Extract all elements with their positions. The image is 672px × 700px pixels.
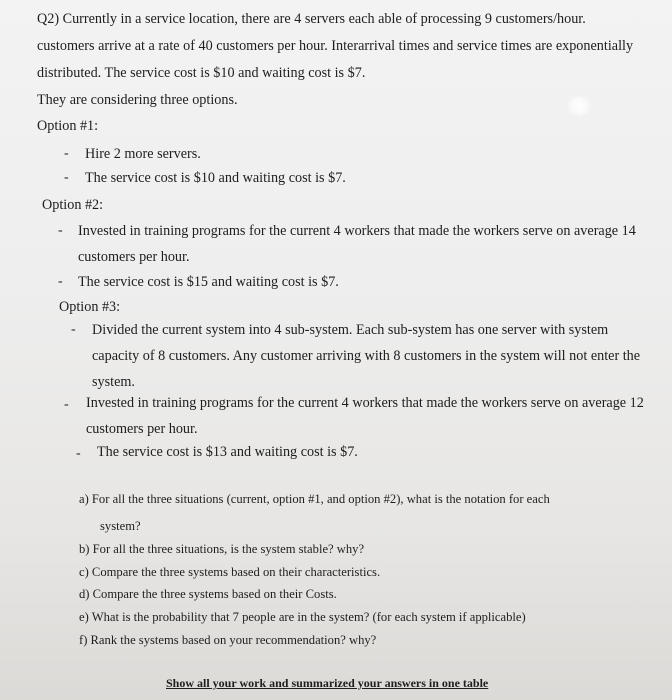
- option3-item-2-line-1: Invested in training programs for the current 4 workers that made the workers serve on average 12: [86, 395, 644, 411]
- option1-title: Option #1:: [37, 118, 99, 134]
- subquestion-e: e) What is the probability that 7 people are in the system? (for each system if applicable): [79, 610, 526, 624]
- option3-item-2-line-2: customers per hour.: [86, 421, 198, 437]
- option1-item-1: Hire 2 more servers.: [85, 146, 201, 162]
- option3-item-1-line-3: system.: [92, 374, 135, 390]
- subquestion-a-line-2: system?: [100, 519, 141, 533]
- question-line-2: customers arrive at a rate of 40 customers per hour. Interarrival times and service times are exponentially: [37, 38, 634, 54]
- option3-title: Option #3:: [59, 299, 121, 315]
- option3-item-1-line-2: capacity of 8 customers. Any customer arriving with 8 customers in the system will not enter the: [92, 348, 641, 364]
- option2-item-2: The service cost is $15 and waiting cost is $7.: [78, 274, 339, 290]
- subquestion-f: f) Rank the systems based on your recommendation? why?: [79, 633, 377, 647]
- option1-item-2: The service cost is $10 and waiting cost is $7.: [85, 170, 346, 186]
- footer-instruction: Show all your work and summarized your answers in one table: [166, 676, 489, 690]
- bullet-dash: -: [58, 274, 63, 289]
- bullet-dash: -: [71, 322, 76, 337]
- option2-item-1-line-1: Invested in training programs for the current 4 workers that made the workers serve on average 14: [78, 223, 636, 239]
- option2-title: Option #2:: [42, 197, 104, 213]
- question-line-3: distributed. The service cost is $10 and waiting cost is $7.: [37, 65, 366, 81]
- bullet-dash: -: [64, 170, 69, 185]
- subquestion-b: b) For all the three situations, is the system stable? why?: [79, 542, 365, 556]
- subquestion-c: c) Compare the three systems based on their characteristics.: [79, 565, 381, 579]
- subquestion-d: d) Compare the three systems based on their Costs.: [79, 587, 337, 601]
- option3-item-1-line-1: Divided the current system into 4 sub-system. Each sub-system has one server with system: [92, 322, 609, 338]
- option3-item-3: The service cost is $13 and waiting cost is $7.: [97, 444, 358, 460]
- option2-item-1-line-2: customers per hour.: [78, 249, 190, 265]
- bullet-dash: -: [64, 397, 69, 412]
- light-glare: [566, 96, 592, 116]
- subquestion-a-line-1: a) For all the three situations (current, option #1, and option #2), what is the notation for each: [79, 492, 550, 506]
- bullet-dash: -: [64, 146, 69, 161]
- bullet-dash: -: [58, 223, 63, 238]
- question-line-4: They are considering three options.: [37, 92, 238, 108]
- question-line-1: Q2) Currently in a service location, there are 4 servers each able of processing 9 customers/hour.: [37, 11, 586, 27]
- bullet-dash: -: [76, 446, 81, 461]
